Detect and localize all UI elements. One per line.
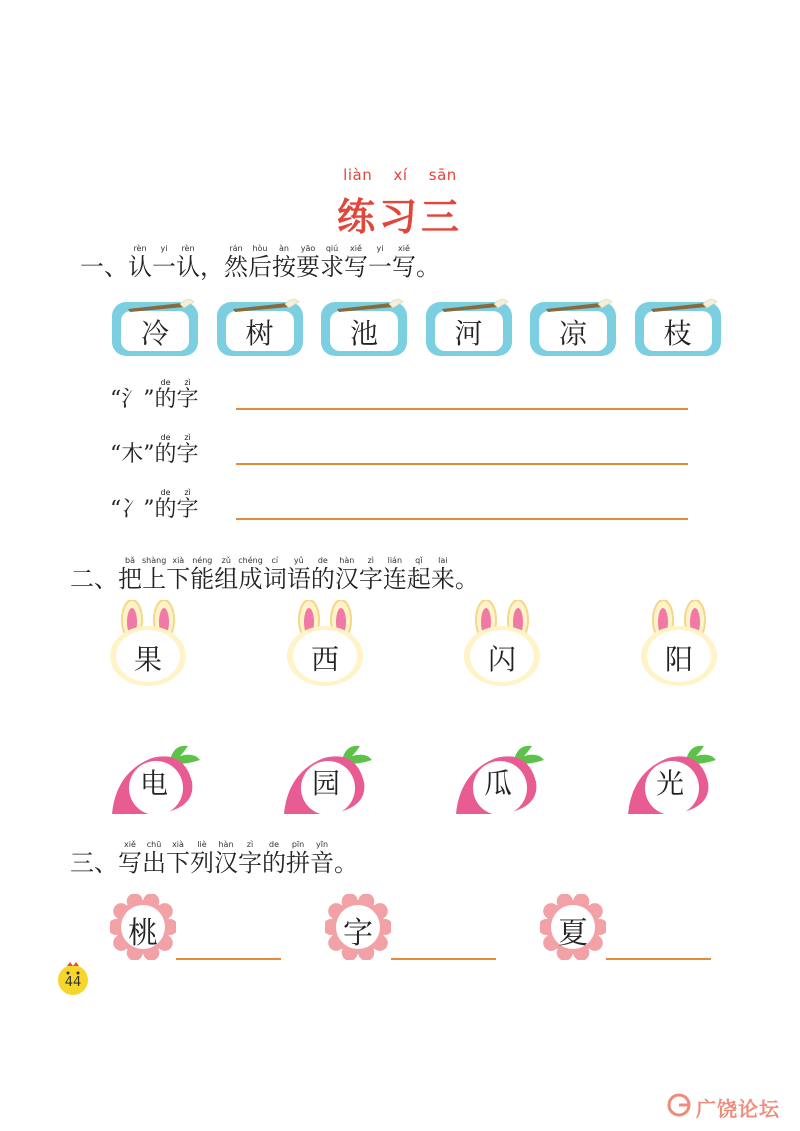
- label-char: 字zì: [176, 433, 199, 467]
- heading-char: 一yi: [368, 244, 392, 281]
- plaque-char: 河: [454, 317, 483, 350]
- label-char: 的de: [154, 378, 177, 412]
- plaque-char: 枝: [663, 317, 692, 350]
- flower-char: 夏: [558, 916, 588, 951]
- heading-char: 能néng: [190, 556, 215, 593]
- section3-heading: [70, 840, 358, 878]
- heading-char: 的de: [310, 556, 335, 593]
- heading-char: 语yǔ: [286, 556, 311, 593]
- heading-punct: 。: [416, 253, 440, 281]
- brush-icon: [544, 298, 614, 312]
- brush-icon: [649, 298, 719, 312]
- radical-label: [110, 488, 199, 523]
- section1-heading: [80, 244, 440, 282]
- rabbit-char: 阳: [664, 643, 693, 676]
- heading-char: 下xià: [166, 556, 191, 593]
- heading-char: 拼pīn: [286, 840, 310, 877]
- heading-char: 汉hàn: [334, 556, 359, 593]
- page-number-badge: [54, 958, 92, 996]
- radish-char: 光: [655, 767, 684, 800]
- heading-char: 要yāo: [296, 244, 320, 281]
- radical-label: [110, 378, 199, 413]
- flower-char: 桃: [128, 916, 158, 951]
- heading-char: 音yīn: [310, 840, 334, 877]
- pinyin-answer-line[interactable]: [606, 958, 711, 960]
- label-char: 字zì: [176, 378, 199, 412]
- heading-char: 出chū: [142, 840, 166, 877]
- rabbit-char: 闪: [487, 643, 516, 676]
- heading-punct: ，: [200, 253, 224, 281]
- char-plaque: [635, 298, 721, 356]
- label-char: 的de: [154, 488, 177, 522]
- heading-char: 认rèn: [128, 244, 152, 281]
- heading-char: 字zì: [238, 840, 262, 877]
- heading-char: 下xià: [166, 840, 190, 877]
- rabbit-char-card[interactable]: [108, 600, 188, 690]
- answer-line[interactable]: [236, 463, 688, 465]
- heading-punct: 一、: [80, 253, 128, 281]
- heading-char: 起qǐ: [406, 556, 431, 593]
- radish-char-card[interactable]: [452, 738, 548, 818]
- radish-char-card[interactable]: [280, 738, 376, 818]
- plaque-char: 凉: [558, 317, 587, 350]
- rabbit-char-card[interactable]: [639, 600, 719, 690]
- heading-char: 上shàng: [142, 556, 167, 593]
- radish-char-card[interactable]: [624, 738, 720, 818]
- heading-char: 认rèn: [176, 244, 200, 281]
- rabbit-char: 果: [133, 643, 162, 676]
- rabbit-char: 西: [310, 643, 339, 676]
- rabbit-char-card[interactable]: [462, 600, 542, 690]
- watermark-logo-icon: [666, 1092, 692, 1118]
- heading-punct: 。: [454, 565, 479, 593]
- radish-char: 园: [311, 767, 340, 800]
- answer-line[interactable]: [236, 518, 688, 520]
- pinyin-answer-line[interactable]: [391, 958, 496, 960]
- flower-char-card: [325, 894, 391, 960]
- title-pinyin: liàn xí sān: [343, 166, 457, 184]
- heading-char: 写xiě: [118, 840, 142, 877]
- brush-icon: [126, 298, 196, 312]
- char-plaque: [321, 298, 407, 356]
- watermark-text: 广饶论坛: [696, 1097, 780, 1121]
- char-plaque: [217, 298, 303, 356]
- rabbit-char-card[interactable]: [285, 600, 365, 690]
- site-watermark: [666, 1090, 794, 1120]
- heading-char: 把bǎ: [118, 556, 142, 593]
- answer-line[interactable]: [236, 408, 688, 410]
- heading-char: 字zì: [358, 556, 383, 593]
- heading-punct: 二、: [70, 565, 118, 593]
- heading-char: 求qiú: [320, 244, 344, 281]
- radical-text: “木”: [110, 442, 155, 467]
- heading-char: 列liè: [190, 840, 214, 877]
- plaque-char: 冷: [140, 317, 169, 350]
- label-char: 的de: [154, 433, 177, 467]
- flower-char-card: [540, 894, 606, 960]
- heading-char: 的de: [262, 840, 286, 877]
- page-number: 44: [64, 975, 82, 990]
- radical-text: “冫”: [110, 497, 155, 522]
- radical-text: “氵”: [110, 387, 155, 412]
- section2-heading: [70, 556, 479, 594]
- label-char: 字zì: [176, 488, 199, 522]
- heading-char: 组zǔ: [214, 556, 239, 593]
- heading-punct: 。: [334, 849, 358, 877]
- heading-char: 汉hàn: [214, 840, 238, 877]
- heading-char: 词cí: [262, 556, 287, 593]
- brush-icon: [335, 298, 405, 312]
- page-title: 练习三: [336, 195, 463, 239]
- plaque-char: 池: [349, 317, 378, 350]
- flower-char-card: [110, 894, 176, 960]
- flower-char: 字: [343, 916, 373, 951]
- plaque-char: 树: [245, 317, 274, 350]
- heading-char: 连lián: [382, 556, 407, 593]
- heading-char: 按àn: [272, 244, 296, 281]
- heading-char: 写xiě: [344, 244, 368, 281]
- char-plaque: [112, 298, 198, 356]
- heading-char: 写xiě: [392, 244, 416, 281]
- radish-char-card[interactable]: [108, 738, 204, 818]
- heading-char: 后hòu: [248, 244, 272, 281]
- char-plaque: [426, 298, 512, 356]
- heading-char: 来lai: [430, 556, 455, 593]
- radical-label: [110, 433, 199, 468]
- pinyin-answer-line[interactable]: [176, 958, 281, 960]
- radish-char: 电: [139, 767, 168, 800]
- brush-icon: [440, 298, 510, 312]
- heading-char: 然rán: [224, 244, 248, 281]
- radish-char: 瓜: [483, 767, 512, 800]
- brush-icon: [231, 298, 301, 312]
- char-plaque: [530, 298, 616, 356]
- heading-char: 一yi: [152, 244, 176, 281]
- heading-punct: 三、: [70, 849, 118, 877]
- heading-char: 成chéng: [238, 556, 263, 593]
